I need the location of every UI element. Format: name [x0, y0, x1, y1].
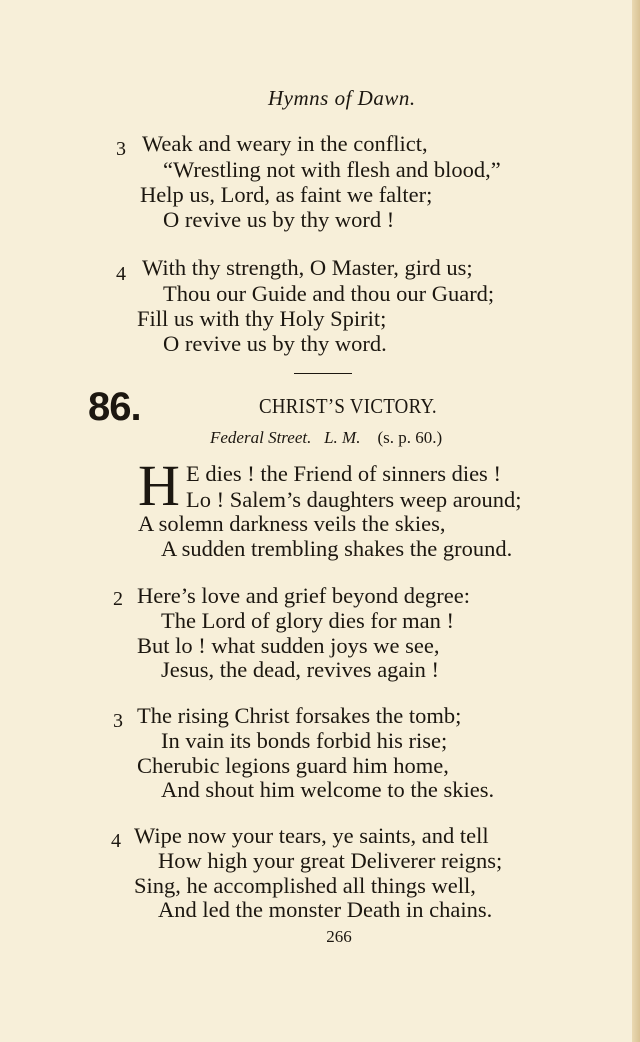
drop-cap: H — [138, 453, 180, 518]
verse-line: O revive us by thy word ! — [163, 207, 395, 232]
hymn-title: CHRIST’S VICTORY. — [259, 394, 437, 418]
verse-line: Wipe now your tears, ye saints, and tell — [134, 823, 489, 848]
verse-line: How high your great Deliverer reigns; — [158, 848, 503, 873]
hymn-number: 86. — [88, 385, 141, 429]
verse-line: With thy strength, O Master, gird us; — [142, 255, 473, 280]
verse-line: Fill us with thy Holy Spirit; — [137, 306, 387, 331]
verse-line: A solemn darkness veils the skies, — [138, 511, 446, 536]
verse-line: Sing, he accomplished all things well, — [134, 873, 476, 898]
verse-line: A sudden trembling shakes the ground. — [161, 536, 513, 561]
verse-line: And led the monster Death in chains. — [158, 897, 493, 922]
verse-line: Lo ! Salem’s daughters weep around; — [186, 487, 522, 512]
verse-line: E dies ! the Friend of sinners dies ! — [186, 461, 501, 486]
page-number: 266 — [326, 927, 352, 946]
verse-line: In vain its bonds forbid his rise; — [161, 728, 448, 753]
verse-line: But lo ! what sudden joys we see, — [137, 633, 440, 658]
verse-line: The rising Christ forsakes the tomb; — [137, 703, 462, 728]
verse-line: Here’s love and grief beyond degree: — [137, 583, 470, 608]
page-edge — [632, 0, 640, 1042]
reference: (s. p. 60.) — [377, 428, 443, 447]
stanza-number: 3 — [116, 138, 126, 160]
verse-line: Weak and weary in the conflict, — [142, 131, 428, 156]
verse-line: The Lord of glory dies for man ! — [161, 608, 455, 633]
tune-line — [210, 428, 442, 448]
stanza-number: 3 — [113, 710, 123, 732]
stanza-number: 2 — [113, 588, 123, 610]
running-head: Hymns of Dawn. — [268, 86, 416, 110]
verse-line: And shout him welcome to the skies. — [161, 777, 495, 802]
verse-line: Help us, Lord, as faint we falter; — [140, 182, 433, 207]
verse-line: O revive us by thy word. — [163, 331, 387, 356]
stanza-number: 4 — [111, 830, 121, 852]
verse-line: “Wrestling not with flesh and blood,” — [163, 157, 501, 182]
verse-line: Cherubic legions guard him home, — [137, 753, 449, 778]
verse-line: Jesus, the dead, revives again ! — [161, 657, 440, 682]
meter: L. M. — [324, 428, 361, 447]
section-divider — [294, 373, 352, 374]
tune-name: Federal Street. — [210, 428, 312, 447]
verse-line: Thou our Guide and thou our Guard; — [163, 281, 495, 306]
stanza-number: 4 — [116, 263, 126, 285]
